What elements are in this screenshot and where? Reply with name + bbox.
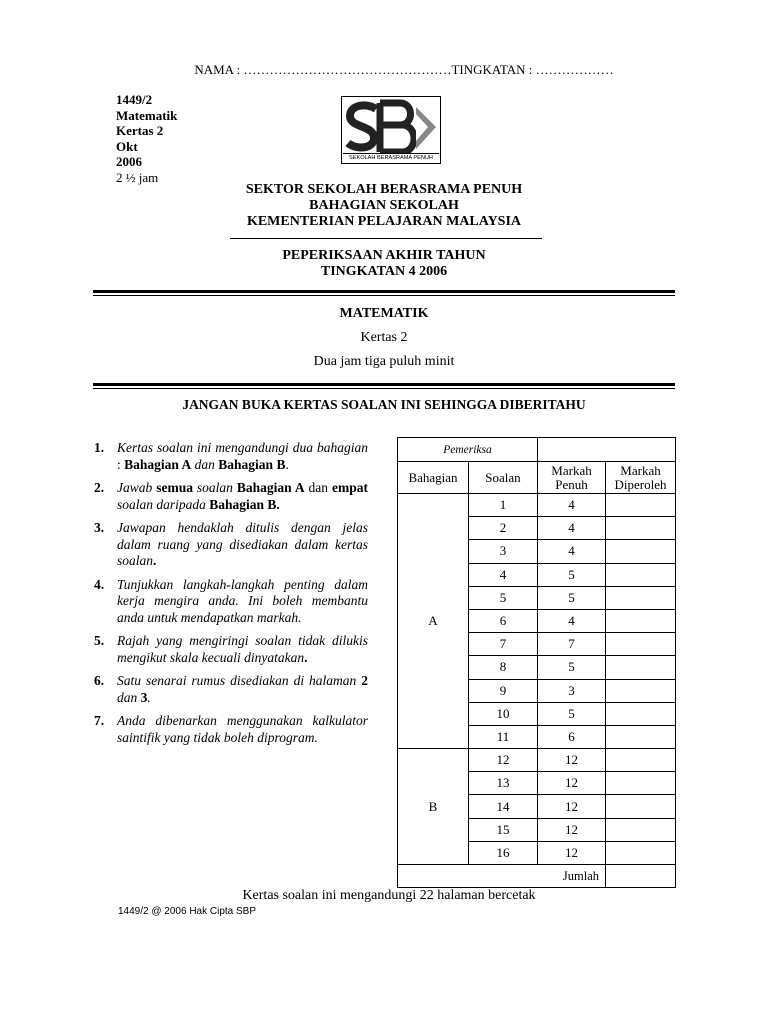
col-header-obtained xyxy=(606,462,676,494)
copyright-note: 1449/2 @ 2006 Hak Cipta SBP xyxy=(118,906,257,917)
instruction-text: Rajah yang mengiringi soalan tidak dilukis mengikut skala kecuali dinyatakan xyxy=(117,633,368,665)
instruction-text: semua xyxy=(156,480,193,495)
instruction-text: . xyxy=(147,689,151,705)
instruction-text: Bahagian B. xyxy=(209,496,280,512)
instruction-item xyxy=(94,520,368,570)
instruction-number: 3. xyxy=(94,520,105,535)
obtained-mark-cell[interactable] xyxy=(606,795,676,818)
section-label: A xyxy=(398,494,469,749)
full-mark: 4 xyxy=(538,609,606,632)
table-row xyxy=(398,494,676,517)
obtained-mark-cell[interactable] xyxy=(606,540,676,563)
instruction-text: Anda dibenarkan menggunakan kalkulator saintifik yang tidak boleh diprogram. xyxy=(117,713,368,745)
full-mark: 5 xyxy=(538,702,606,725)
instruction-item xyxy=(94,480,368,513)
instruction-number: 2. xyxy=(94,480,105,495)
instruction-text: . xyxy=(153,553,157,568)
score-table xyxy=(397,437,676,888)
question-number: 16 xyxy=(469,841,538,864)
subject-duration: Dua jam tiga puluh minit xyxy=(313,354,455,369)
question-number: 4 xyxy=(469,563,538,586)
full-mark-line-1: Markah xyxy=(551,462,592,478)
paper-year: 2006 xyxy=(116,154,142,169)
full-mark: 12 xyxy=(538,749,606,772)
instruction-text: dan xyxy=(191,456,219,472)
question-number: 1 xyxy=(469,494,538,517)
instruction-item xyxy=(94,633,368,666)
question-number: 8 xyxy=(469,656,538,679)
question-number: 13 xyxy=(469,772,538,795)
instruction-number: 7. xyxy=(94,713,105,728)
col-header-question: Soalan xyxy=(469,462,538,494)
instruction-text: Bahagian A xyxy=(236,480,305,495)
full-mark: 4 xyxy=(538,540,606,563)
question-number: 5 xyxy=(469,586,538,609)
divider-thick-bottom xyxy=(93,383,675,389)
question-number: 11 xyxy=(469,725,538,748)
obtained-line-1: Markah xyxy=(620,462,661,478)
question-number: 3 xyxy=(469,540,538,563)
divider-thick-top xyxy=(93,290,675,296)
question-number: 15 xyxy=(469,818,538,841)
paper-info-block xyxy=(116,92,177,185)
instruction-text: dan xyxy=(117,689,141,705)
full-mark: 6 xyxy=(538,725,606,748)
instruction-text: Satu senarai rumus disediakan di halaman xyxy=(117,673,362,688)
obtained-mark-cell[interactable] xyxy=(606,749,676,772)
obtained-mark-cell[interactable] xyxy=(606,725,676,748)
obtained-mark-cell[interactable] xyxy=(606,517,676,540)
name-form-line: NAMA : …………………………………………TINGKATAN : ……………… xyxy=(194,62,614,77)
full-mark: 4 xyxy=(538,517,606,540)
full-mark: 5 xyxy=(538,656,606,679)
full-mark-line-2: Penuh xyxy=(555,476,588,492)
instruction-number: 6. xyxy=(94,673,105,688)
instruction-item xyxy=(94,577,368,627)
instruction-text: Bahagian B xyxy=(218,456,286,472)
full-mark: 3 xyxy=(538,679,606,702)
full-mark: 5 xyxy=(538,586,606,609)
total-label: Jumlah xyxy=(398,865,606,888)
instruction-text: 2 xyxy=(361,673,368,688)
question-number: 12 xyxy=(469,749,538,772)
instruction-text: . xyxy=(304,649,308,665)
full-mark: 7 xyxy=(538,633,606,656)
examiner-cell xyxy=(538,438,676,462)
instructions-list xyxy=(94,440,368,753)
instruction-number: 5. xyxy=(94,633,105,648)
section-b-rows xyxy=(398,749,676,865)
question-number: 10 xyxy=(469,702,538,725)
instruction-number: 4. xyxy=(94,576,105,592)
section-a-rows xyxy=(398,494,676,749)
instruction-number: 1. xyxy=(94,440,105,455)
full-mark: 12 xyxy=(538,841,606,864)
question-number: 14 xyxy=(469,795,538,818)
instruction-text: : xyxy=(117,456,125,472)
instruction-text: Tunjukkan langkah-langkah penting dalam kerja mengira anda. Ini boleh membantu anda untuk mendapatkan markah. xyxy=(117,576,368,625)
obtained-mark-cell[interactable] xyxy=(606,563,676,586)
instruction-text: Kertas soalan ini mengandungi dua bahagian xyxy=(117,440,368,455)
instruction-item xyxy=(94,713,368,746)
paper-number: Kertas 2 xyxy=(116,123,164,138)
question-number: 9 xyxy=(469,679,538,702)
instruction-text: Jawab xyxy=(117,480,157,495)
exam-form: TINGKATAN 4 2006 xyxy=(320,264,448,279)
org-line-2: BAHAGIAN SEKOLAH xyxy=(309,198,459,213)
obtained-mark-cell[interactable] xyxy=(606,494,676,517)
table-row xyxy=(398,749,676,772)
instruction-item xyxy=(94,440,368,473)
exam-title: PEPERIKSAAN AKHIR TAHUN xyxy=(282,248,486,263)
obtained-mark-cell[interactable] xyxy=(606,656,676,679)
subject-paper: Kertas 2 xyxy=(360,330,408,345)
col-header-full-mark xyxy=(538,462,606,494)
obtained-mark-cell[interactable] xyxy=(606,609,676,632)
full-mark: 12 xyxy=(538,772,606,795)
examiner-label: Pemeriksa xyxy=(398,438,538,462)
question-number: 6 xyxy=(469,609,538,632)
obtained-mark-cell[interactable] xyxy=(606,772,676,795)
instruction-item xyxy=(94,673,368,706)
instruction-text: dan xyxy=(304,480,332,495)
full-mark: 12 xyxy=(538,818,606,841)
paper-duration: 2 ½ jam xyxy=(116,169,159,185)
divider-thin xyxy=(230,238,542,239)
obtained-mark-cell[interactable] xyxy=(606,586,676,609)
instruction-text: . xyxy=(285,456,289,472)
org-line-3: KEMENTERIAN PELAJARAN MALAYSIA xyxy=(246,214,522,229)
org-line-1: SEKTOR SEKOLAH BERASRAMA PENUH xyxy=(245,182,523,197)
warning-notice: JANGAN BUKA KERTAS SOALAN INI SEHINGGA DIBERITAHU xyxy=(182,397,586,412)
obtained-mark-cell[interactable] xyxy=(606,633,676,656)
question-number: 7 xyxy=(469,633,538,656)
page-count-note: Kertas soalan ini mengandungi 22 halaman bercetak xyxy=(242,888,536,903)
obtained-mark-cell[interactable] xyxy=(606,702,676,725)
obtained-mark-cell[interactable] xyxy=(606,679,676,702)
full-mark: 5 xyxy=(538,563,606,586)
instruction-text: Bahagian A xyxy=(124,456,192,472)
section-label: B xyxy=(398,749,469,865)
paper-month: Okt xyxy=(116,138,138,154)
full-mark: 12 xyxy=(538,795,606,818)
obtained-mark-cell[interactable] xyxy=(606,818,676,841)
instruction-text: soalan xyxy=(192,480,237,495)
obtained-mark-cell[interactable] xyxy=(606,841,676,864)
total-score-cell[interactable] xyxy=(606,865,676,888)
question-number: 2 xyxy=(469,517,538,540)
instruction-text: empat xyxy=(332,480,368,495)
instruction-text: Jawapan hendaklah ditulis dengan jelas dalam ruang yang disediakan dalam kertas soalan xyxy=(117,520,368,568)
sbp-logo xyxy=(341,96,441,164)
subject-name: MATEMATIK xyxy=(339,306,429,321)
col-header-section: Bahagian xyxy=(398,462,469,494)
full-mark: 4 xyxy=(538,494,606,517)
paper-code: 1449/2 xyxy=(116,92,153,107)
instruction-text: 3 xyxy=(140,689,148,705)
paper-subject: Matematik xyxy=(116,107,178,123)
instruction-text: soalan daripada xyxy=(117,496,210,512)
obtained-line-2: Diperoleh xyxy=(614,476,667,492)
logo-caption: SEKOLAH BERASRAMA PENUH xyxy=(343,153,439,163)
